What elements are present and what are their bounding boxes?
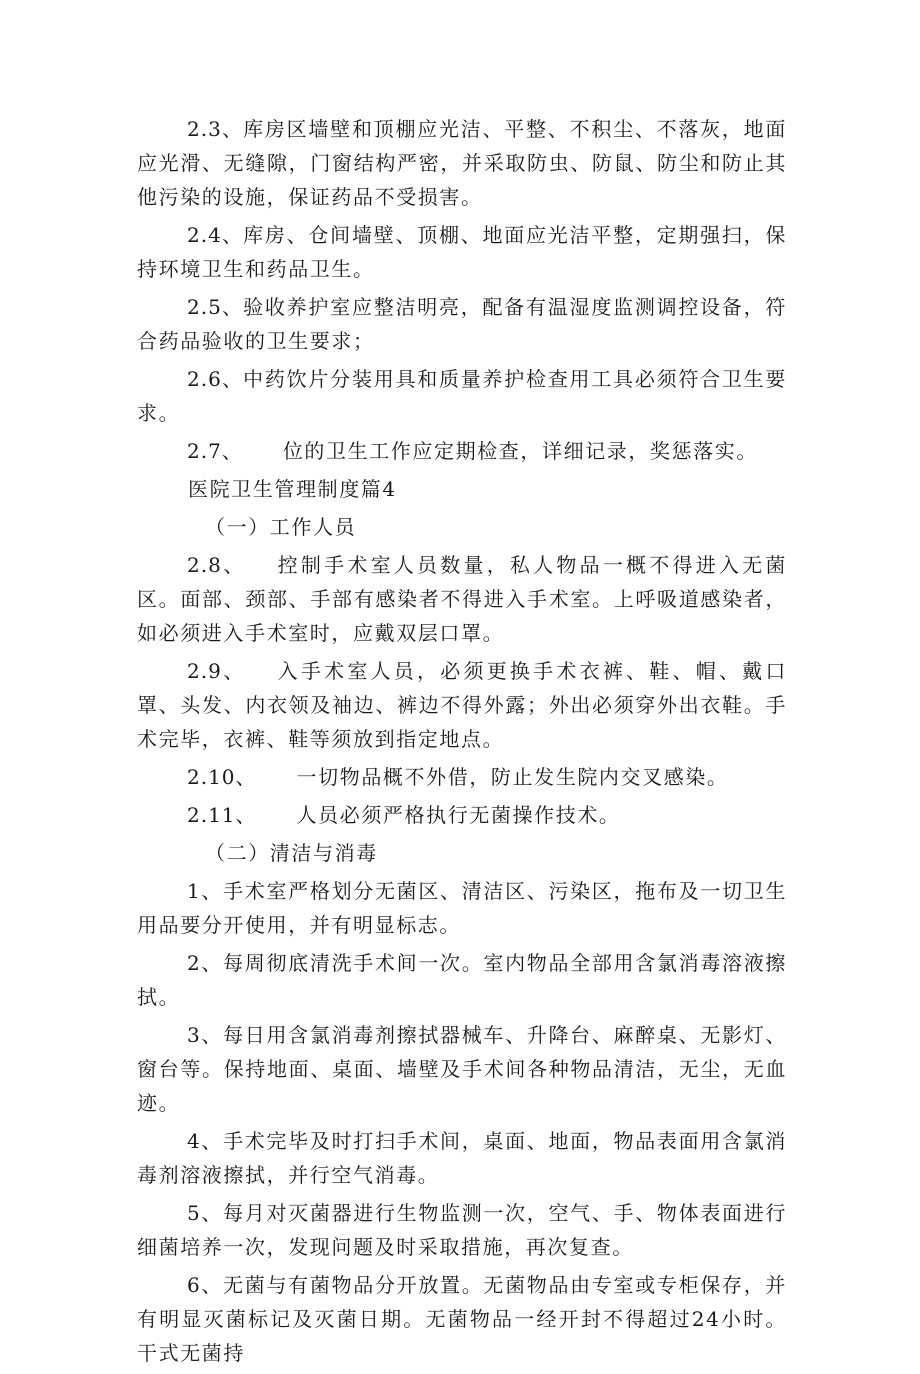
paragraph xyxy=(137,290,787,358)
paragraph xyxy=(137,874,787,942)
paragraph-text: 库房区墙壁和顶棚应光洁、平整、不积尘、不落灰，地面应光滑、无缝隙，门窗结构严密，并采取防虫、防鼠、防尘和防止其他污染的设施，保证药品不受损害。 xyxy=(137,117,788,209)
paragraph-text: 4、手术完毕及时打扫手术间，桌面、地面，物品表面用含氯消毒剂溶液擦拭，并行空气消毒。 xyxy=(137,1129,787,1187)
paragraph xyxy=(137,760,787,794)
paragraph-text: （二）清洁与消毒 xyxy=(205,841,378,865)
document-body xyxy=(137,112,787,1374)
paragraph xyxy=(137,548,787,650)
paragraph xyxy=(137,218,787,286)
clause-number: 2.3、 xyxy=(187,117,244,141)
clause-number: 2.5、 xyxy=(187,295,244,319)
paragraph xyxy=(137,1268,787,1370)
paragraph-text: 人员必须严格执行无菌操作技术。 xyxy=(296,803,621,827)
clause-number: 2.11、 xyxy=(187,803,257,827)
paragraph xyxy=(137,654,787,756)
paragraph xyxy=(137,946,787,1014)
paragraph xyxy=(137,434,787,468)
subsection-heading xyxy=(137,836,787,870)
paragraph-text: 入手术室人员，必须更换手术衣裤、鞋、帽、戴口罩、头发、内衣领及袖边、裤边不得外露；外出必须穿外出衣鞋。手术完毕，衣裤、鞋等须放到指定地点。 xyxy=(137,659,787,751)
paragraph-text: 6、无菌与有菌物品分开放置。无菌物品由专室或专柜保存，并有明显灭菌标记及灭菌日期。无菌物品一经开封不得超过24小时。干式无菌持 xyxy=(137,1273,787,1365)
paragraph xyxy=(137,112,787,214)
paragraph-text: 1、手术室严格划分无菌区、清洁区、污染区，拖布及一切卫生用品要分开使用，并有明显标志。 xyxy=(137,879,787,937)
paragraph-text: 中药饮片分装用具和质量养护检查用工具必须符合卫生要求。 xyxy=(137,367,788,425)
clause-number: 2.7、 xyxy=(187,439,243,463)
paragraph xyxy=(137,798,787,832)
paragraph-text: 5、每月对灭菌器进行生物监测一次，空气、手、物体表面进行细菌培养一次，发现问题及时采取措施，再次复查。 xyxy=(137,1201,787,1259)
subsection-heading xyxy=(137,510,787,544)
clause-number: 2.8、 xyxy=(187,553,247,577)
paragraph xyxy=(137,362,787,430)
clause-number: 2.9、 xyxy=(187,659,247,683)
clause-number: 2.4、 xyxy=(187,223,244,247)
paragraph-text: 库房、仓间墙壁、顶棚、地面应光洁平整，定期强扫，保持环境卫生和药品卫生。 xyxy=(137,223,788,281)
paragraph-text: 3、每日用含氯消毒剂擦拭器械车、升降台、麻醉桌、无影灯、窗台等。保持地面、桌面、墙壁及手术间各种物品清洁，无尘，无血迹。 xyxy=(137,1023,787,1115)
paragraph-text: 2、每周彻底清洗手术间一次。室内物品全部用含氯消毒溶液擦拭。 xyxy=(137,951,787,1009)
paragraph-text: 控制手术室人员数量，私人物品一概不得进入无菌区。面部、颈部、手部有感染者不得进入手术室。上呼吸道感染者，如必须进入手术室时，应戴双层口罩。 xyxy=(137,553,787,645)
clause-number: 2.10、 xyxy=(187,765,257,789)
paragraph xyxy=(137,1018,787,1120)
clause-number: 2.6、 xyxy=(187,367,244,391)
paragraph xyxy=(137,1196,787,1264)
paragraph-text: 位的卫生工作应定期检查，详细记录，奖惩落实。 xyxy=(282,439,759,463)
paragraph xyxy=(137,1124,787,1192)
paragraph-text: 验收养护室应整洁明亮，配备有温湿度监测调控设备，符合药品验收的卫生要求； xyxy=(137,295,788,353)
paragraph-text: 一切物品概不外借，防止发生院内交叉感染。 xyxy=(296,765,729,789)
section-heading xyxy=(137,472,787,506)
paragraph-text: （一）工作人员 xyxy=(205,515,357,539)
paragraph-text: 医院卫生管理制度篇4 xyxy=(188,477,397,501)
